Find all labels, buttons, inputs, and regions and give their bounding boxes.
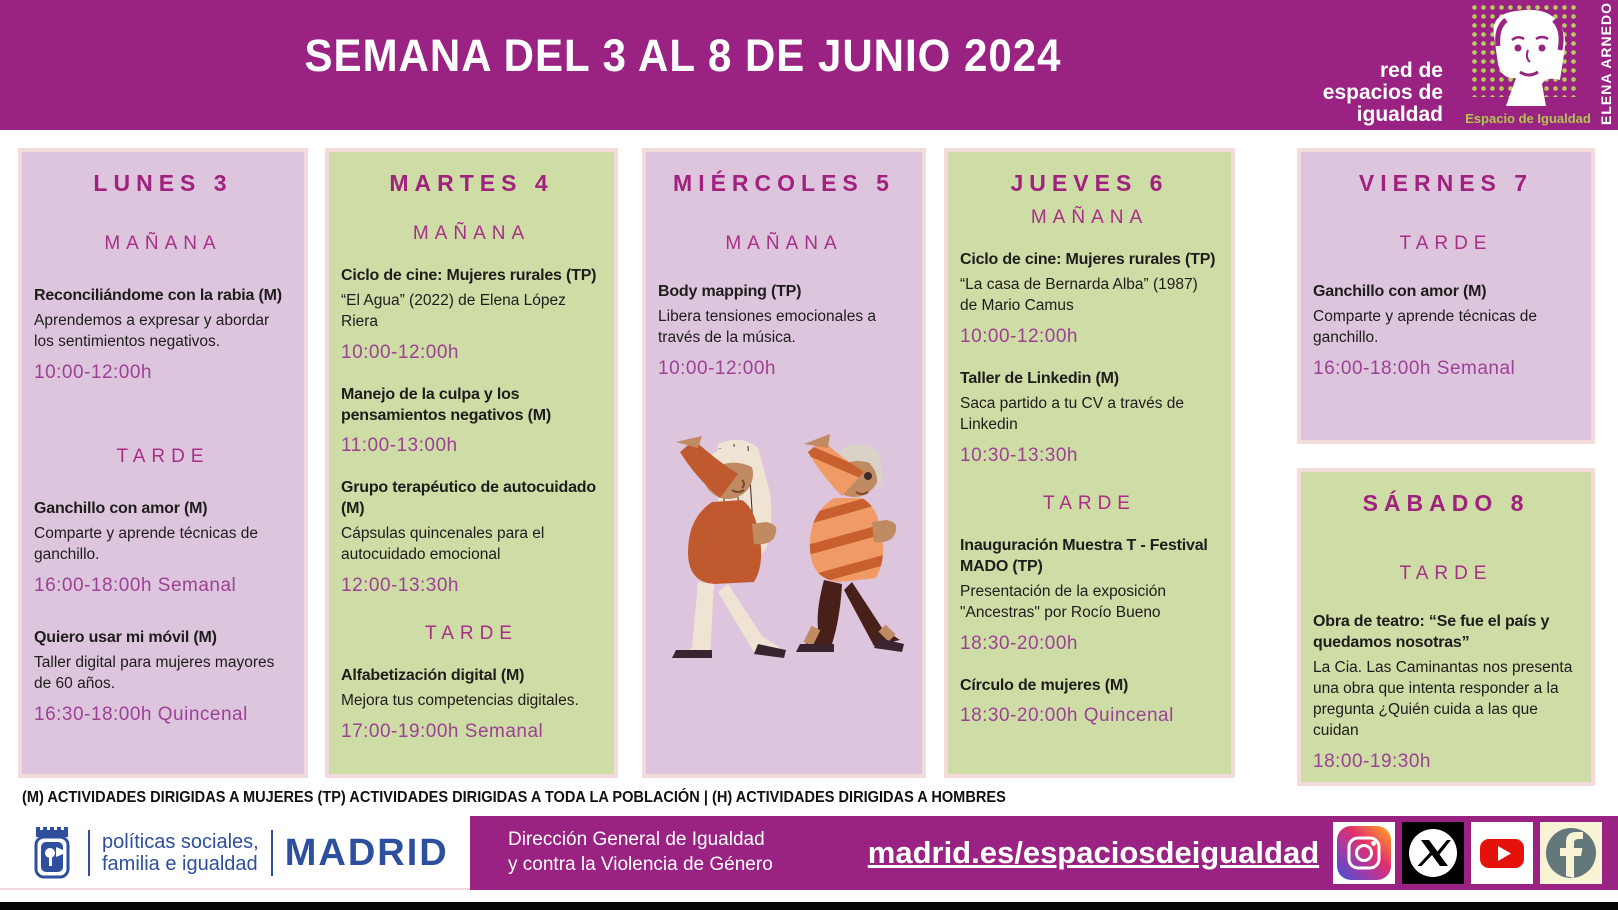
- activity-time: 18:30-20:00h Quincenal: [960, 705, 1174, 727]
- period-label: MAÑANA: [725, 233, 843, 254]
- activity-time: 10:00-12:00h: [658, 357, 776, 379]
- activity: [341, 477, 602, 597]
- period-label: MAÑANA: [412, 223, 531, 244]
- activity: [960, 675, 1219, 727]
- activity-title: Obra de teatro: “Se fue el país y quedamos nosotras”: [1313, 613, 1550, 652]
- activity-time: 16:30-18:00h Quincenal: [34, 703, 248, 725]
- madrid-city-logo: [0, 816, 470, 890]
- day-column-jueves: [944, 148, 1235, 778]
- activity: [960, 249, 1219, 348]
- direction-line2: y contra la Violencia de Género: [508, 854, 773, 875]
- day-title: JUEVES 6: [1010, 170, 1169, 196]
- activity-description: La Cia. Las Caminantas nos presenta una obra que intenta responder a la pregunta ¿Quién cuida a las que cuidan: [1313, 659, 1573, 739]
- activity-title: Círculo de mujeres (M): [960, 676, 1129, 694]
- activity-title: Ciclo de cine: Mujeres rurales (TP): [960, 251, 1216, 268]
- activity-title: Alfabetización digital (M): [341, 667, 525, 685]
- activity-description: Mejora tus competencias digitales.: [341, 692, 579, 710]
- day-column-viernes: [1297, 148, 1595, 444]
- footer-banner: [470, 816, 1618, 890]
- activity: [341, 665, 602, 743]
- activity-time: 16:00-18:00h Semanal: [34, 574, 237, 596]
- madrid-wordmark: MADRID: [284, 831, 449, 874]
- activity-description: Presentación de la exposición "Ancestras" por Rocío Bueno: [960, 583, 1166, 622]
- facebook-icon[interactable]: [1540, 822, 1602, 884]
- space-label: Espacio de Igualdad: [1465, 111, 1591, 126]
- activity-title: Inauguración Muestra T - Festival MADO (TP): [960, 536, 1208, 576]
- period-label: MAÑANA: [104, 233, 222, 254]
- activity-description: “La casa de Bernarda Alba” (1987) de Mario Camus: [960, 276, 1198, 315]
- activity-time: 11:00-13:00h: [341, 435, 458, 457]
- activity-title: Taller de Linkedin (M): [960, 369, 1119, 387]
- department-label-line2: familia e igualdad: [102, 853, 258, 875]
- period-label: TARDE: [116, 445, 210, 467]
- activity-time: 12:00-13:30h: [341, 575, 459, 597]
- stretching-illustration: [658, 432, 910, 677]
- day-column-miercoles: [642, 148, 926, 778]
- activity: [34, 285, 292, 384]
- social-icons: [1333, 822, 1602, 884]
- divider: [88, 830, 90, 876]
- activity-time: 10:00-12:00h: [960, 325, 1078, 347]
- website-link[interactable]: madrid.es/espaciosdeigualdad: [867, 835, 1320, 870]
- activity-time: 10:00-12:00h: [341, 341, 459, 363]
- activity-description: Cápsulas quincenales para el autocuidado emocional: [341, 525, 545, 564]
- activity-title: Quiero usar mi móvil (M): [34, 628, 217, 646]
- activity-time: 17:00-19:00h Semanal: [341, 721, 544, 743]
- activity-description: Aprendemos a expresar y abordar los sentimientos negativos.: [34, 312, 270, 351]
- day-title: VIERNES 7: [1358, 170, 1534, 196]
- woman-face-illustration: [1476, 6, 1580, 110]
- network-logo: [1323, 60, 1443, 125]
- day-title: SÁBADO 8: [1362, 490, 1530, 516]
- madrid-crest-icon: [30, 825, 76, 881]
- activity: [34, 627, 292, 726]
- activity-description: Libera tensiones emocionales a través de la música.: [658, 308, 876, 347]
- department-label: [102, 831, 259, 876]
- activity-time: 10:00-12:00h: [34, 361, 152, 383]
- activity-description: Comparte y aprende técnicas de ganchillo.: [34, 525, 259, 563]
- activity-description: Saca partido a tu CV a través de Linkedin: [960, 395, 1185, 433]
- activity-title: Ciclo de cine: Mujeres rurales (TP): [341, 267, 597, 284]
- activity: [658, 281, 910, 380]
- activity: [960, 535, 1219, 655]
- day-title: LUNES 3: [93, 170, 233, 196]
- period-label: TARDE: [425, 623, 518, 645]
- activity-description: Taller digital para mujeres mayores de 60 años.: [34, 654, 275, 692]
- day-title: MIÉRCOLES 5: [673, 170, 895, 196]
- period-label: TARDE: [1043, 492, 1136, 514]
- activity-time: 18:00-19:30h: [1313, 750, 1431, 772]
- header-banner: [0, 0, 1618, 130]
- x-icon[interactable]: [1402, 822, 1464, 884]
- activity: [34, 498, 292, 597]
- period-label: TARDE: [1399, 563, 1493, 584]
- day-column-sabado: [1297, 468, 1595, 786]
- activity-time: 18:30-20:00h: [960, 632, 1078, 654]
- day-column-martes: [325, 148, 618, 778]
- day-column-lunes: [18, 148, 308, 778]
- activity-title: Reconciliándome con la rabia (M): [34, 287, 282, 304]
- day-title: MARTES 4: [389, 170, 554, 196]
- activity-title: Manejo de la culpa y los pensamientos negativos (M): [341, 385, 551, 425]
- department-label-line1: políticas sociales,: [102, 830, 259, 853]
- activity-description: “El Agua” (2022) de Elena López Riera: [341, 292, 566, 331]
- direction-general-label: [508, 828, 773, 877]
- space-name-vertical: ELENA ARNEDO: [1598, 2, 1614, 126]
- network-logo-line1: red de: [1379, 59, 1443, 82]
- activity-title: Ganchillo con amor (M): [34, 499, 208, 517]
- elena-arnedo-portrait: [1458, 0, 1598, 130]
- activity-title: Body mapping (TP): [658, 283, 802, 300]
- instagram-icon[interactable]: [1333, 822, 1395, 884]
- activity-time: 16:00-18:00h Semanal: [1313, 357, 1516, 379]
- divider-line: [0, 888, 470, 890]
- activity-description: Comparte y aprende técnicas de ganchillo.: [1313, 308, 1538, 347]
- activity-time: 10:30-13:30h: [960, 444, 1078, 466]
- period-label: MAÑANA: [1030, 207, 1149, 228]
- direction-line1: Dirección General de Igualdad: [508, 829, 765, 851]
- period-label: TARDE: [1399, 233, 1493, 254]
- network-logo-line2: espacios de: [1322, 80, 1443, 104]
- activity-title: Ganchillo con amor (M): [1313, 283, 1487, 300]
- activity-title: Grupo terapéutico de autocuidado (M): [341, 479, 596, 518]
- youtube-icon[interactable]: [1471, 822, 1533, 884]
- activity: [960, 368, 1219, 467]
- divider: [271, 830, 273, 876]
- bottom-border: [0, 902, 1618, 910]
- activity: [1313, 611, 1579, 773]
- activity: [341, 265, 602, 364]
- network-logo-line3: igualdad: [1356, 102, 1443, 126]
- activity: [341, 384, 602, 457]
- page-title: SEMANA DEL 3 AL 8 DE JUNIO 2024: [304, 30, 1062, 81]
- activity: [1313, 281, 1579, 380]
- legend-text: (M) ACTIVIDADES DIRIGIDAS A MUJERES (TP) ACTIVIDADES DIRIGIDAS A TODA LA POBLACIÓN | (H) ACTIVIDADES DIRIGIDAS A HOMBRES: [22, 789, 1006, 806]
